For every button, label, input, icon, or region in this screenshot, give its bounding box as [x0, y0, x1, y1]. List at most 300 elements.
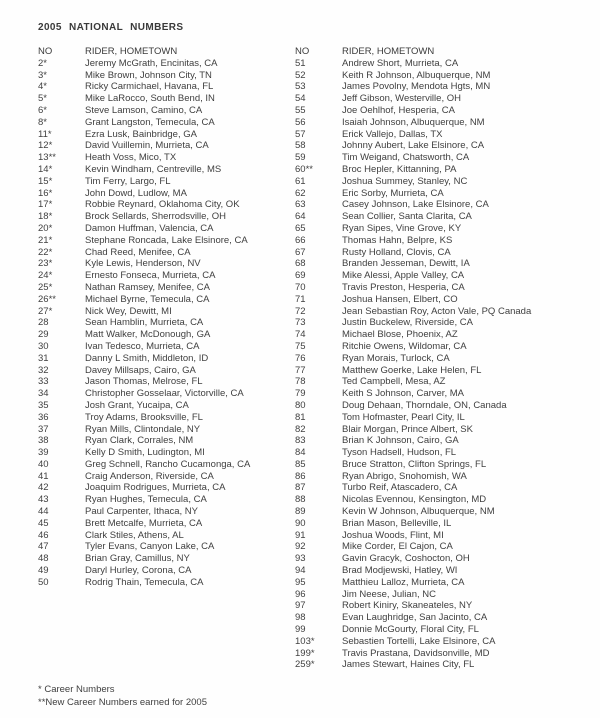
rider-number: 13**	[38, 152, 56, 164]
rider-number: 53	[295, 81, 306, 93]
rider-row	[295, 565, 590, 577]
rider-name-hometown: Robert Kiniry, Skaneateles, NY	[342, 600, 473, 612]
rider-row	[38, 412, 295, 424]
rider-rows-1	[295, 58, 590, 671]
rider-number: 12*	[38, 140, 53, 152]
rider-number: 69	[295, 270, 306, 282]
rider-number: 15*	[38, 175, 53, 187]
rider-row	[38, 129, 295, 141]
rider-number: 41	[38, 470, 49, 482]
rider-name-hometown: Mike Alessi, Apple Valley, CA	[342, 270, 465, 282]
rider-row	[295, 530, 590, 542]
rider-row	[38, 176, 295, 188]
rider-row	[295, 93, 590, 105]
rider-row	[38, 376, 295, 388]
rider-name-hometown: Thomas Hahn, Belpre, KS	[342, 234, 453, 246]
rider-number: 32	[38, 364, 49, 376]
rider-row	[295, 294, 590, 306]
rider-name-hometown: Ivan Tedesco, Murrieta, CA	[85, 340, 200, 352]
rider-number: 83	[295, 435, 306, 447]
rider-name-hometown: Ted Campbell, Mesa, AZ	[342, 376, 446, 388]
rider-number: 14*	[38, 163, 53, 175]
rider-number: 72	[295, 305, 306, 317]
rider-number: 70	[295, 281, 306, 293]
rider-name-hometown: Kevin Windham, Centreville, MS	[85, 163, 222, 175]
rider-name-hometown: Joshua Woods, Flint, MI	[342, 529, 444, 541]
rider-row	[38, 247, 295, 259]
rider-name-hometown: Matthieu Lalloz, Murrieta, CA	[342, 576, 465, 588]
rider-number: 39	[38, 447, 49, 459]
rider-name-hometown: Ernesto Fonseca, Murrieta, CA	[85, 270, 216, 282]
page-title: 2005 NATIONAL NUMBERS	[38, 22, 184, 33]
rider-number: 5*	[38, 93, 47, 105]
rider-name-hometown: Justin Buckelew, Riverside, CA	[342, 317, 473, 329]
rider-number: 97	[295, 600, 306, 612]
rider-row	[295, 329, 590, 341]
rider-row	[38, 471, 295, 483]
rider-name-hometown: Ryan Sipes, Vine Grove, KY	[342, 222, 462, 234]
rider-name-hometown: Keith R Johnson, Albuquerque, NM	[342, 69, 491, 81]
rider-name-hometown: Jean Sebastian Roy, Acton Vale, PQ Canada	[342, 305, 532, 317]
rider-row	[295, 117, 590, 129]
column-header-rider-hometown: RIDER, HOMETOWN	[85, 46, 178, 57]
rider-name-hometown: Matthew Goerke, Lake Helen, FL	[342, 364, 482, 376]
rider-number: 34	[38, 388, 49, 400]
rider-row	[38, 459, 295, 471]
rider-number: 82	[295, 423, 306, 435]
rider-number: 96	[295, 588, 306, 600]
rider-row	[295, 317, 590, 329]
rider-number: 49	[38, 565, 49, 577]
rider-name-hometown: Brett Metcalfe, Murrieta, CA	[85, 517, 203, 529]
rider-number: 42	[38, 482, 49, 494]
rider-name-hometown: Nathan Ramsey, Menifee, CA	[85, 281, 210, 293]
rider-number: 60**	[295, 163, 313, 175]
rider-row	[38, 388, 295, 400]
rider-row	[295, 247, 590, 259]
rider-row	[38, 306, 295, 318]
rider-name-hometown: Steve Lamson, Camino, CA	[85, 104, 203, 116]
rider-name-hometown: Tom Hofmaster, Pearl City, IL	[342, 411, 465, 423]
rider-number: 31	[38, 352, 49, 364]
rider-number: 2*	[38, 57, 47, 69]
rider-name-hometown: Jeremy McGrath, Encinitas, CA	[85, 57, 218, 69]
rider-number: 86	[295, 470, 306, 482]
rider-name-hometown: Gavin Gracyk, Coshocton, OH	[342, 553, 470, 565]
rider-row	[38, 294, 295, 306]
rider-name-hometown: Mike Corder, El Cajon, CA	[342, 541, 453, 553]
rider-row	[295, 129, 590, 141]
rider-row	[295, 164, 590, 176]
rider-name-hometown: Branden Jesseman, Dewitt, IA	[342, 258, 470, 270]
rider-row	[295, 400, 590, 412]
rider-row	[38, 530, 295, 542]
rider-number: 6*	[38, 104, 47, 116]
rider-row	[38, 541, 295, 553]
footnote-career-numbers: * Career Numbers	[38, 684, 115, 696]
rider-row	[38, 435, 295, 447]
rider-number: 81	[295, 411, 306, 423]
rider-row	[295, 636, 590, 648]
rider-name-hometown: Erick Vallejo, Dallas, TX	[342, 128, 443, 140]
rider-name-hometown: Andrew Short, Murrieta, CA	[342, 57, 459, 69]
rider-row	[295, 306, 590, 318]
rider-number: 25*	[38, 281, 53, 293]
rider-row	[295, 211, 590, 223]
rider-name-hometown: Kevin W Johnson, Albuquerque, NM	[342, 506, 495, 518]
rider-name-hometown: Michael Byrne, Temecula, CA	[85, 293, 210, 305]
rider-row	[295, 376, 590, 388]
rider-name-hometown: James Povolny, Mendota Hgts, MN	[342, 81, 491, 93]
rider-row	[38, 282, 295, 294]
rider-number: 22*	[38, 246, 53, 258]
rider-name-hometown: Paul Carpenter, Ithaca, NY	[85, 506, 199, 518]
rider-row	[38, 105, 295, 117]
rider-name-hometown: Brian K Johnson, Cairo, GA	[342, 435, 459, 447]
rider-row	[38, 152, 295, 164]
rider-name-hometown: Brian Gray, Camillus, NY	[85, 553, 190, 565]
rider-row	[295, 58, 590, 70]
rider-row	[295, 482, 590, 494]
rider-name-hometown: Sean Hamblin, Murrieta, CA	[85, 317, 204, 329]
rider-row	[295, 365, 590, 377]
rider-name-hometown: Keith S Johnson, Carver, MA	[342, 388, 464, 400]
rider-name-hometown: Christopher Gosselaar, Victorville, CA	[85, 388, 244, 400]
rider-row	[38, 565, 295, 577]
rider-name-hometown: Tim Weigand, Chatsworth, CA	[342, 152, 470, 164]
rider-number: 99	[295, 624, 306, 636]
rider-row	[38, 117, 295, 129]
rider-number: 50	[38, 576, 49, 588]
rider-name-hometown: Ezra Lusk, Bainbridge, GA	[85, 128, 197, 140]
rider-name-hometown: Jim Neese, Julian, NC	[342, 588, 436, 600]
rider-row	[38, 211, 295, 223]
column-header-no: NO	[38, 46, 53, 57]
rider-row	[295, 223, 590, 235]
rider-number: 88	[295, 494, 306, 506]
rider-number: 94	[295, 565, 306, 577]
rider-row	[38, 518, 295, 530]
rider-name-hometown: Casey Johnson, Lake Elsinore, CA	[342, 199, 489, 211]
rider-number: 64	[295, 211, 306, 223]
rider-row	[295, 459, 590, 471]
rider-name-hometown: Sebastien Tortelli, Lake Elsinore, CA	[342, 635, 496, 647]
rider-row	[295, 199, 590, 211]
rider-number: 37	[38, 423, 49, 435]
rider-name-hometown: Doug Dehaan, Thorndale, ON, Canada	[342, 399, 507, 411]
rider-name-hometown: Joaquim Rodrigues, Murrieta, CA	[85, 482, 226, 494]
rider-name-hometown: Brock Sellards, Sherrodsville, OH	[85, 211, 226, 223]
rider-row	[38, 424, 295, 436]
rider-row	[295, 282, 590, 294]
rider-row	[38, 317, 295, 329]
rider-number: 3*	[38, 69, 47, 81]
rider-row	[38, 353, 295, 365]
rider-name-hometown: Tyson Hadsell, Hudson, FL	[342, 447, 457, 459]
rider-name-hometown: Ritchie Owens, Wildomar, CA	[342, 340, 467, 352]
rider-name-hometown: Josh Grant, Yucaipa, CA	[85, 399, 189, 411]
footnotes	[38, 683, 590, 709]
rider-number: 11*	[38, 128, 52, 140]
rider-name-hometown: James Stewart, Haines City, FL	[342, 659, 475, 671]
rider-number: 38	[38, 435, 49, 447]
rider-number: 103*	[295, 635, 315, 647]
rider-number: 30	[38, 340, 49, 352]
column-header	[295, 46, 590, 58]
rider-rows-0	[38, 58, 295, 589]
rider-number: 66	[295, 234, 306, 246]
rider-row	[38, 81, 295, 93]
rider-number: 74	[295, 329, 306, 341]
rider-row	[295, 624, 590, 636]
rider-name-hometown: Broc Hepler, Kittanning, PA	[342, 163, 457, 175]
rider-number: 48	[38, 553, 49, 565]
rider-name-hometown: Johnny Aubert, Lake Elsinore, CA	[342, 140, 485, 152]
rider-number: 16*	[38, 187, 53, 199]
rider-number: 46	[38, 529, 49, 541]
rider-number: 79	[295, 388, 306, 400]
rider-number: 54	[295, 93, 306, 105]
rider-row	[38, 258, 295, 270]
rider-number: 61	[295, 175, 306, 187]
rider-number: 68	[295, 258, 306, 270]
rider-row	[38, 482, 295, 494]
rider-row	[38, 188, 295, 200]
rider-row	[295, 494, 590, 506]
rider-number: 65	[295, 222, 306, 234]
rider-row	[38, 199, 295, 211]
footnote-new-career-numbers: **New Career Numbers earned for 2005	[38, 697, 207, 709]
rider-number: 45	[38, 517, 49, 529]
rider-row	[295, 506, 590, 518]
rider-name-hometown: Brian Mason, Belleville, IL	[342, 517, 452, 529]
rider-number: 199*	[295, 647, 315, 659]
rider-number: 29	[38, 329, 49, 341]
rider-name-hometown: Sean Collier, Santa Clarita, CA	[342, 211, 472, 223]
rider-number: 33	[38, 376, 49, 388]
rider-row	[295, 258, 590, 270]
rider-row	[38, 329, 295, 341]
rider-row	[295, 188, 590, 200]
rider-name-hometown: Mike Brown, Johnson City, TN	[85, 69, 212, 81]
rider-row	[295, 152, 590, 164]
rider-number: 89	[295, 506, 306, 518]
rider-row	[295, 140, 590, 152]
rider-row	[38, 223, 295, 235]
rider-row	[295, 518, 590, 530]
rider-row	[38, 58, 295, 70]
rider-name-hometown: Ryan Clark, Corrales, NM	[85, 435, 194, 447]
rider-name-hometown: Donnie McGourty, Floral City, FL	[342, 624, 479, 636]
rider-name-hometown: Joshua Summey, Stanley, NC	[342, 175, 468, 187]
rider-name-hometown: Damon Huffman, Valencia, CA	[85, 222, 214, 234]
rider-row	[38, 270, 295, 282]
rider-name-hometown: Ryan Morais, Turlock, CA	[342, 352, 450, 364]
rider-number: 77	[295, 364, 306, 376]
rider-name-hometown: Davey Millsaps, Cairo, GA	[85, 364, 196, 376]
rider-name-hometown: Jeff Gibson, Westerville, OH	[342, 93, 461, 105]
rider-name-hometown: Joe Oehlhof, Hesperia, CA	[342, 104, 456, 116]
rider-row	[295, 424, 590, 436]
rider-name-hometown: Chad Reed, Menifee, CA	[85, 246, 191, 258]
column-header	[38, 46, 295, 58]
rider-number: 43	[38, 494, 49, 506]
rider-number: 20*	[38, 222, 53, 234]
rider-name-hometown: Brad Modjewski, Hatley, WI	[342, 565, 458, 577]
rider-row	[295, 353, 590, 365]
rider-row	[295, 412, 590, 424]
rider-number: 73	[295, 317, 306, 329]
rider-name-hometown: Grant Langston, Temecula, CA	[85, 116, 215, 128]
rider-number: 80	[295, 399, 306, 411]
rider-row	[38, 553, 295, 565]
rider-name-hometown: Ricky Carmichael, Havana, FL	[85, 81, 214, 93]
rider-number: 59	[295, 152, 306, 164]
rider-row	[295, 471, 590, 483]
rider-number: 36	[38, 411, 49, 423]
rider-name-hometown: Ryan Mills, Clintondale, NY	[85, 423, 201, 435]
rider-name-hometown: Nicolas Evennou, Kensington, MD	[342, 494, 487, 506]
rider-number: 35	[38, 399, 49, 411]
rider-number: 57	[295, 128, 306, 140]
rider-row	[295, 648, 590, 660]
rider-row	[295, 447, 590, 459]
rider-number: 21*	[38, 234, 53, 246]
rider-number: 95	[295, 576, 306, 588]
rider-number: 75	[295, 340, 306, 352]
rider-number: 44	[38, 506, 49, 518]
column-header-no: NO	[295, 46, 310, 57]
rider-name-hometown: Kelly D Smith, Ludington, MI	[85, 447, 205, 459]
rider-row	[295, 81, 590, 93]
rider-number: 78	[295, 376, 306, 388]
rider-name-hometown: Stephane Roncada, Lake Elsinore, CA	[85, 234, 248, 246]
rider-number: 17*	[38, 199, 53, 211]
rider-name-hometown: Michael Blose, Phoenix, AZ	[342, 329, 458, 341]
rider-column-right	[295, 46, 590, 671]
rider-number: 85	[295, 458, 306, 470]
rider-number: 28	[38, 317, 49, 329]
rider-row	[295, 341, 590, 353]
rider-name-hometown: Evan Laughridge, San Jacinto, CA	[342, 612, 488, 624]
rider-number: 52	[295, 69, 306, 81]
rider-number: 91	[295, 529, 306, 541]
rider-number: 98	[295, 612, 306, 624]
rider-row	[38, 140, 295, 152]
rider-name-hometown: Ryan Abrigo, Snohomish, WA	[342, 470, 467, 482]
rider-row	[295, 577, 590, 589]
rider-name-hometown: Matt Walker, McDonough, GA	[85, 329, 211, 341]
rider-name-hometown: David Vuillemin, Murrieta, CA	[85, 140, 209, 152]
rider-name-hometown: Nick Wey, Dewitt, MI	[85, 305, 172, 317]
column-header-rider-hometown: RIDER, HOMETOWN	[342, 46, 435, 57]
rider-row	[295, 270, 590, 282]
rider-row	[295, 612, 590, 624]
rider-row	[38, 70, 295, 82]
rider-name-hometown: Robbie Reynard, Oklahoma City, OK	[85, 199, 240, 211]
rider-name-hometown: Tyler Evans, Canyon Lake, CA	[85, 541, 215, 553]
rider-number: 87	[295, 482, 306, 494]
rider-row	[38, 577, 295, 589]
rider-number: 90	[295, 517, 306, 529]
rider-number: 27*	[38, 305, 53, 317]
rider-row	[295, 553, 590, 565]
rider-name-hometown: Craig Anderson, Riverside, CA	[85, 470, 214, 482]
rider-name-hometown: Bruce Stratton, Clifton Springs, FL	[342, 458, 487, 470]
rider-number: 259*	[295, 659, 315, 671]
rider-row	[38, 341, 295, 353]
rider-name-hometown: Mike LaRocco, South Bend, IN	[85, 93, 215, 105]
rider-number: 24*	[38, 270, 53, 282]
rider-number: 58	[295, 140, 306, 152]
rider-name-hometown: Heath Voss, Mico, TX	[85, 152, 177, 164]
rider-row	[295, 600, 590, 612]
rider-number: 23*	[38, 258, 53, 270]
rider-number: 18*	[38, 211, 53, 223]
rider-name-hometown: Tim Ferry, Largo, FL	[85, 175, 171, 187]
rider-row	[38, 235, 295, 247]
rider-name-hometown: John Dowd, Ludlow, MA	[85, 187, 187, 199]
rider-name-hometown: Rodrig Thain, Temecula, CA	[85, 576, 204, 588]
rider-row	[295, 235, 590, 247]
rider-row	[295, 541, 590, 553]
rider-number: 62	[295, 187, 306, 199]
rider-row	[38, 365, 295, 377]
rider-name-hometown: Travis Prastana, Davidsonville, MD	[342, 647, 490, 659]
rider-number: 84	[295, 447, 306, 459]
rider-number: 51	[295, 57, 306, 69]
rider-number: 4*	[38, 81, 47, 93]
rider-name-hometown: Jason Thomas, Melrose, FL	[85, 376, 203, 388]
rider-number: 92	[295, 541, 306, 553]
rider-number: 55	[295, 104, 306, 116]
rider-column-left	[38, 46, 295, 589]
rider-name-hometown: Daryl Hurley, Corona, CA	[85, 565, 192, 577]
rider-name-hometown: Joshua Hansen, Elbert, CO	[342, 293, 458, 305]
rider-row	[295, 105, 590, 117]
rider-row	[38, 164, 295, 176]
rider-name-hometown: Turbo Reif, Atascadero, CA	[342, 482, 458, 494]
rider-row	[295, 589, 590, 601]
rider-name-hometown: Kyle Lewis, Henderson, NV	[85, 258, 201, 270]
rider-row	[38, 400, 295, 412]
rider-number: 76	[295, 352, 306, 364]
rider-number: 63	[295, 199, 306, 211]
rider-name-hometown: Ryan Hughes, Temecula, CA	[85, 494, 207, 506]
rider-name-hometown: Travis Preston, Hesperia, CA	[342, 281, 465, 293]
rider-number: 8*	[38, 116, 47, 128]
rider-row	[38, 494, 295, 506]
rider-number: 56	[295, 116, 306, 128]
rider-row	[38, 93, 295, 105]
rider-number: 67	[295, 246, 306, 258]
rider-name-hometown: Eric Sorby, Murrieta, CA	[342, 187, 444, 199]
rider-name-hometown: Blair Morgan, Prince Albert, SK	[342, 423, 473, 435]
rider-name-hometown: Greg Schnell, Rancho Cucamonga, CA	[85, 458, 251, 470]
rider-row	[38, 447, 295, 459]
rider-name-hometown: Isaiah Johnson, Albuquerque, NM	[342, 116, 485, 128]
rider-row	[295, 70, 590, 82]
rider-name-hometown: Troy Adams, Brooksville, FL	[85, 411, 203, 423]
rider-columns	[38, 46, 590, 671]
rider-number: 47	[38, 541, 49, 553]
rider-name-hometown: Rusty Holland, Clovis, CA	[342, 246, 451, 258]
rider-row	[295, 388, 590, 400]
rider-number: 26**	[38, 293, 56, 305]
rider-number: 93	[295, 553, 306, 565]
rider-row	[38, 506, 295, 518]
rider-name-hometown: Danny L Smith, Middleton, ID	[85, 352, 209, 364]
